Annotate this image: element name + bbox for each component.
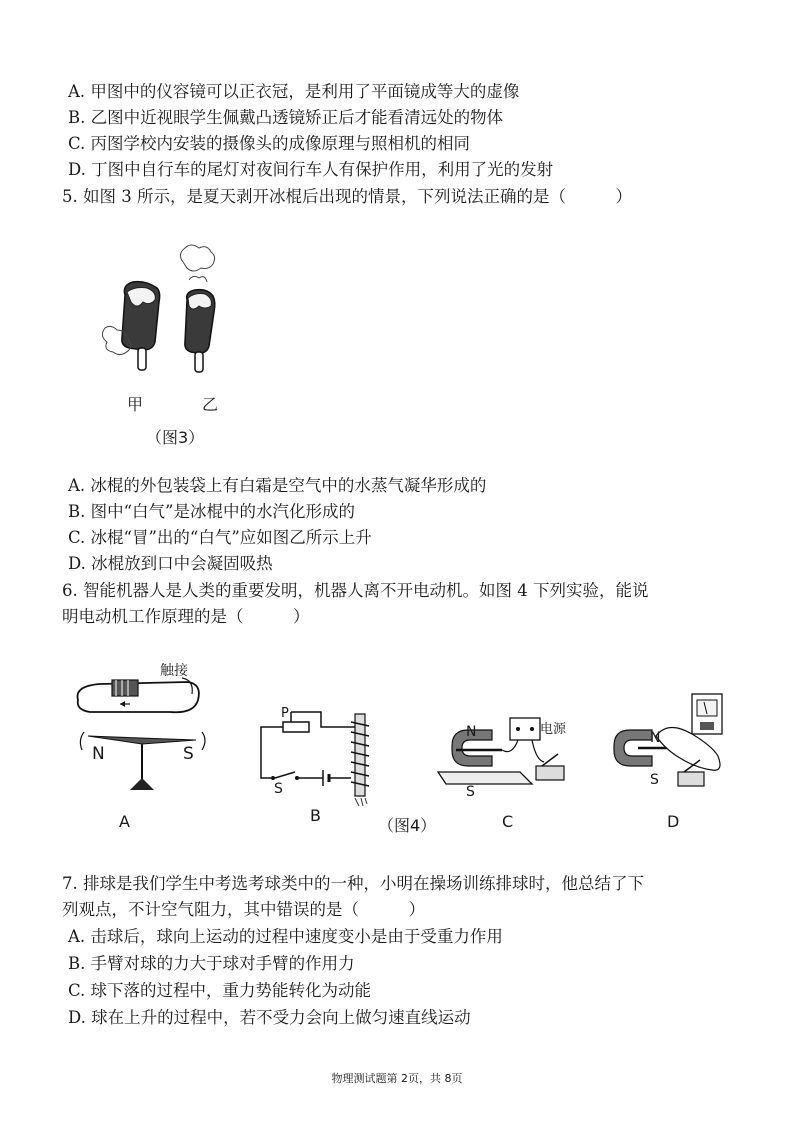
figure-4d-n-label: N (650, 730, 661, 746)
q5-stem: 5. 如图 3 所示，是夏天剥开冰棍后出现的情景，下列说法正确的是（ ） (62, 187, 632, 206)
figure-4b-label: B (310, 806, 321, 825)
q7-stem-line2: 列观点，不计空气阻力，其中错误的是（ ） (62, 900, 425, 919)
q4-option-a: A. 甲图中的仪容镜可以正衣冠，是利用了平面镜成等大的虚像 (68, 82, 520, 101)
figure-4a-touch-label: 触接 (160, 663, 188, 679)
q7-option-b: B. 手臂对球的力大于球对手臂的作用力 (68, 954, 355, 973)
q6-stem-line2: 明电动机工作原理的是（ ） (62, 607, 310, 626)
figure-4d-induction-experiment (608, 690, 758, 800)
q4-option-d: D. 丁图中自行车的尾灯对夜间行车人有保护作用，利用了光的发射 (68, 160, 554, 179)
figure-4c-s-label: S (466, 784, 475, 800)
q4-option-b: B. 乙图中近视眼学生佩戴凸透镜矫正后才能看清远处的物体 (68, 108, 504, 127)
page-footer: 物理测试题第 2页，共 8页 (331, 1072, 463, 1085)
figure-4d-s-label: S (650, 772, 659, 788)
q5-option-b: B. 图中“白气”是冰棍中的水汽化形成的 (68, 502, 355, 521)
figure-4b-s-label: S (274, 781, 283, 797)
figure-4d-label: D (667, 812, 680, 831)
figure-4c-n-label: N (466, 724, 477, 740)
figure-3-label-jia: 甲 (127, 395, 144, 414)
q5-option-d: D. 冰棍放到口中会凝固吸热 (68, 554, 273, 573)
figure-3-popsicles (95, 240, 245, 385)
q4-option-c: C. 丙图学校内安装的摄像头的成像原理与照相机的相同 (68, 134, 471, 153)
q5-option-c: C. 冰棍“冒”出的“白气”应如图乙所示上升 (68, 528, 372, 547)
figure-3-caption: （图3） (146, 428, 205, 447)
q7-stem-line1: 7. 排球是我们学生中考选考球类中的一种，小明在操场训练排球时，他总结了下 (62, 874, 644, 893)
q6-stem-line1: 6. 智能机器人是人类的重要发明，机器人离不开电动机。如图 4 下列实验，能说 (62, 581, 649, 600)
q7-option-a: A. 击球后，球向上运动的过程中速度变小是由于受重力作用 (68, 927, 503, 946)
figure-4a-s-label: S (183, 744, 194, 764)
q7-option-c: C. 球下落的过程中，重力势能转化为动能 (68, 981, 372, 1000)
figure-4b-p-label: P (281, 706, 289, 721)
figure-4c-power-label: 电源 (540, 722, 567, 737)
figure-4a-label: A (119, 812, 130, 831)
q7-option-d: D. 球在上升的过程中，若不受力会向上做匀速直线运动 (68, 1008, 471, 1027)
figure-4a-n-label: N (92, 744, 105, 764)
figure-4c-label: C (502, 812, 514, 831)
figure-4-caption: （图4） (378, 816, 437, 835)
q5-option-a: A. 冰棍的外包装袋上有白霜是空气中的水蒸气凝华形成的 (68, 476, 487, 495)
figure-3-label-yi: 乙 (202, 395, 219, 414)
figure-4a-oersted-experiment (70, 660, 220, 800)
